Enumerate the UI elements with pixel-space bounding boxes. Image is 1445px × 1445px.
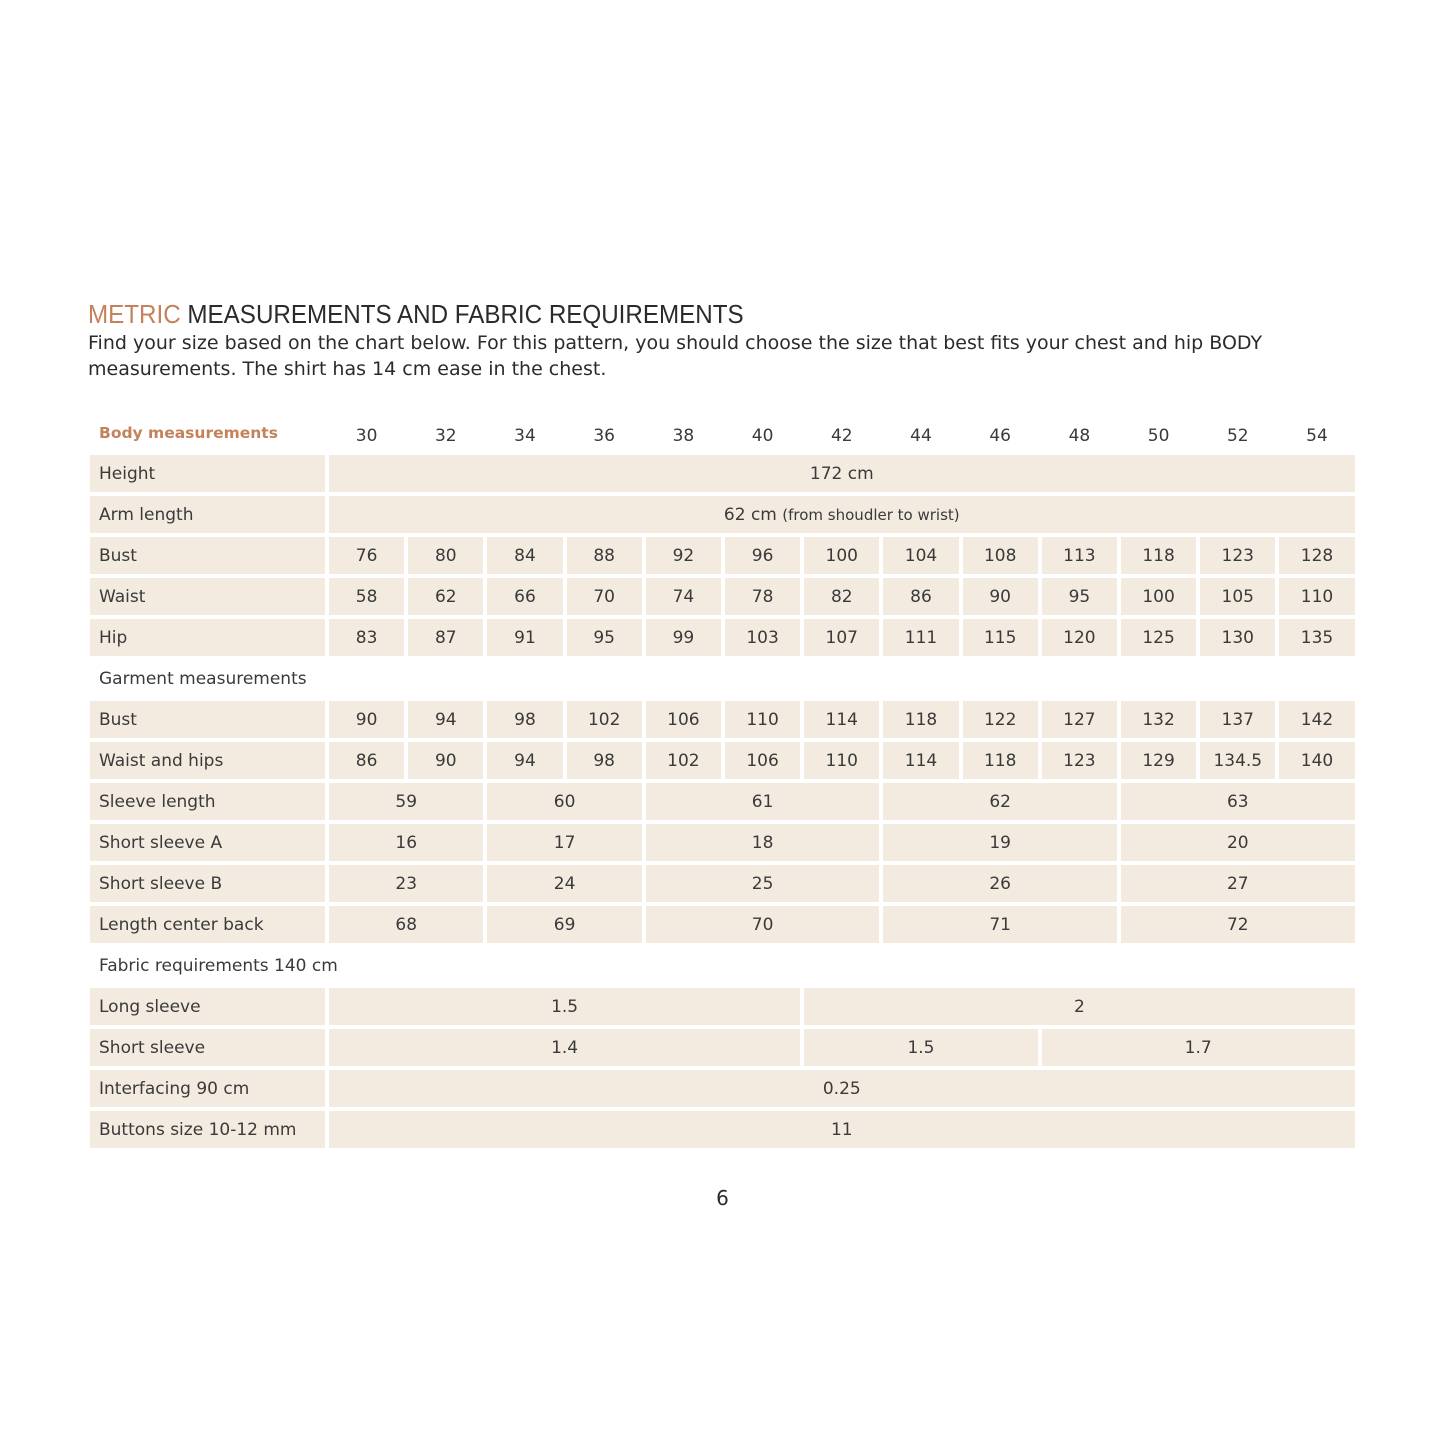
table-cell: 140 — [1279, 742, 1354, 779]
row-label-waist: Waist — [90, 578, 325, 615]
table-cell: 100 — [1121, 578, 1196, 615]
table-cell: 58 — [329, 578, 404, 615]
table-cell: 123 — [1042, 742, 1117, 779]
table-cell: 107 — [804, 619, 879, 656]
table-cell: 142 — [1279, 701, 1354, 738]
table-cell: 27 — [1121, 865, 1355, 902]
size-header-54: 54 — [1306, 425, 1328, 446]
table-cell: 90 — [408, 742, 483, 779]
row-label-height: Height — [90, 455, 325, 492]
table-cell: 120 — [1042, 619, 1117, 656]
table-cell: 102 — [567, 701, 642, 738]
table-cell: 95 — [1042, 578, 1117, 615]
size-chart-table — [90, 414, 1355, 1154]
table-cell: 122 — [963, 701, 1038, 738]
table-cell: 83 — [329, 619, 404, 656]
table-cell: 118 — [963, 742, 1038, 779]
table-cell: 72 — [1121, 906, 1355, 943]
table-cell — [329, 496, 1355, 533]
table-cell: 70 — [646, 906, 880, 943]
table-cell: 90 — [329, 701, 404, 738]
table-cell: 123 — [1200, 537, 1275, 574]
table-cell: 98 — [567, 742, 642, 779]
row-label-waist-and-hips: Waist and hips — [90, 742, 325, 779]
row-label-short-sleeve: Short sleeve — [90, 1029, 325, 1066]
table-cell: 1.5 — [329, 988, 800, 1025]
table-cell: 114 — [804, 701, 879, 738]
table-cell: 135 — [1279, 619, 1354, 656]
table-cell: 16 — [329, 824, 483, 861]
size-header-40: 40 — [751, 425, 774, 446]
table-cell: 128 — [1279, 537, 1354, 574]
table-cell: 11 — [329, 1111, 1355, 1148]
table-cell: 99 — [646, 619, 721, 656]
table-cell: 172 cm — [329, 455, 1355, 492]
table-cell: 19 — [883, 824, 1117, 861]
table-cell: 127 — [1042, 701, 1117, 738]
table-cell: 76 — [329, 537, 404, 574]
table-cell: 132 — [1121, 701, 1196, 738]
table-cell: 60 — [487, 783, 641, 820]
table-cell: 26 — [883, 865, 1117, 902]
table-cell: 118 — [1121, 537, 1196, 574]
cell-note: (from shoudler to wrist) — [782, 505, 960, 524]
size-header-46: 46 — [989, 425, 1011, 446]
table-cell: 70 — [567, 578, 642, 615]
table-cell: 110 — [725, 701, 800, 738]
size-header-50: 50 — [1147, 425, 1170, 446]
size-header-34: 34 — [514, 425, 536, 446]
table-cell: 17 — [487, 824, 641, 861]
table-cell: 1.7 — [1042, 1029, 1355, 1066]
table-cell: 114 — [883, 742, 958, 779]
table-cell: 96 — [725, 537, 800, 574]
table-cell: 23 — [329, 865, 483, 902]
row-label-interfacing-90-cm: Interfacing 90 cm — [90, 1070, 325, 1107]
table-cell: 82 — [804, 578, 879, 615]
row-label-sleeve-length: Sleeve length — [90, 783, 325, 820]
table-cell: 98 — [487, 701, 562, 738]
table-cell: 66 — [487, 578, 562, 615]
table-cell: 25 — [646, 865, 880, 902]
table-cell: 86 — [883, 578, 958, 615]
table-cell: 61 — [646, 783, 880, 820]
table-cell: 104 — [883, 537, 958, 574]
table-cell: 71 — [883, 906, 1117, 943]
table-cell: 78 — [725, 578, 800, 615]
table-cell: 110 — [804, 742, 879, 779]
table-cell: 18 — [646, 824, 880, 861]
table-cell: 80 — [408, 537, 483, 574]
table-cell: 137 — [1200, 701, 1275, 738]
row-label-short-sleeve-a: Short sleeve A — [90, 824, 325, 861]
size-header-30: 30 — [355, 425, 378, 446]
table-cell: 130 — [1200, 619, 1275, 656]
table-cell: 94 — [408, 701, 483, 738]
table-cell: 91 — [487, 619, 562, 656]
table-cell: 20 — [1121, 824, 1355, 861]
table-cell: 69 — [487, 906, 641, 943]
table-cell: 86 — [329, 742, 404, 779]
section-title: Fabric requirements 140 cm — [99, 955, 338, 976]
table-cell: 94 — [487, 742, 562, 779]
page-number: 6 — [716, 1186, 729, 1210]
table-cell: 106 — [646, 701, 721, 738]
table-cell: 129 — [1121, 742, 1196, 779]
table-cell: 90 — [963, 578, 1038, 615]
table-cell: 115 — [963, 619, 1038, 656]
table-cell: 102 — [646, 742, 721, 779]
size-header-52: 52 — [1226, 425, 1249, 446]
row-label-hip: Hip — [90, 619, 325, 656]
size-header-32: 32 — [434, 425, 457, 446]
section-title: Garment measurements — [99, 668, 307, 689]
row-label-bust: Bust — [90, 537, 325, 574]
size-header-42: 42 — [830, 425, 853, 446]
intro-text: Find your size based on the chart below. For this pattern, you should choose the size that best fits your chest and hip BODY measurements. The shirt has 14 cm ease in the chest. — [88, 332, 1263, 380]
row-label-buttons-size-10-12-mm: Buttons size 10-12 mm — [90, 1111, 325, 1148]
table-cell: 100 — [804, 537, 879, 574]
table-cell: 63 — [1121, 783, 1355, 820]
size-header-38: 38 — [672, 425, 695, 446]
table-cell: 1.4 — [329, 1029, 800, 1066]
row-label-short-sleeve-b: Short sleeve B — [90, 865, 325, 902]
row-label-length-center-back: Length center back — [90, 906, 325, 943]
section-title: Body measurements — [99, 423, 278, 442]
table-cell: 118 — [883, 701, 958, 738]
size-header-48: 48 — [1068, 425, 1091, 446]
title-rest: MEASUREMENTS AND FABRIC REQUIREMENTS — [180, 299, 744, 329]
table-cell: 84 — [487, 537, 562, 574]
table-cell: 111 — [883, 619, 958, 656]
table-cell: 134.5 — [1200, 742, 1275, 779]
size-header-36: 36 — [593, 425, 615, 446]
row-label-arm-length: Arm length — [90, 496, 325, 533]
table-cell: 62 — [883, 783, 1117, 820]
size-header-44: 44 — [910, 425, 932, 446]
cell-value: 62 cm — [723, 504, 777, 525]
table-cell: 62 — [408, 578, 483, 615]
row-label-bust: Bust — [90, 701, 325, 738]
table-cell: 59 — [329, 783, 483, 820]
table-cell: 1.5 — [804, 1029, 1038, 1066]
page-title — [88, 298, 744, 330]
table-cell: 24 — [487, 865, 641, 902]
table-cell: 125 — [1121, 619, 1196, 656]
table-cell: 87 — [408, 619, 483, 656]
table-cell: 113 — [1042, 537, 1117, 574]
table-cell: 106 — [725, 742, 800, 779]
table-cell: 88 — [567, 537, 642, 574]
table-cell: 68 — [329, 906, 483, 943]
table-cell: 0.25 — [329, 1070, 1355, 1107]
table-cell: 108 — [963, 537, 1038, 574]
title-accent: METRIC — [88, 299, 181, 329]
table-cell: 110 — [1279, 578, 1354, 615]
table-cell: 92 — [646, 537, 721, 574]
table-cell: 105 — [1200, 578, 1275, 615]
table-cell: 95 — [567, 619, 642, 656]
table-cell: 103 — [725, 619, 800, 656]
table-cell: 74 — [646, 578, 721, 615]
row-label-long-sleeve: Long sleeve — [90, 988, 325, 1025]
table-cell: 2 — [804, 988, 1354, 1025]
